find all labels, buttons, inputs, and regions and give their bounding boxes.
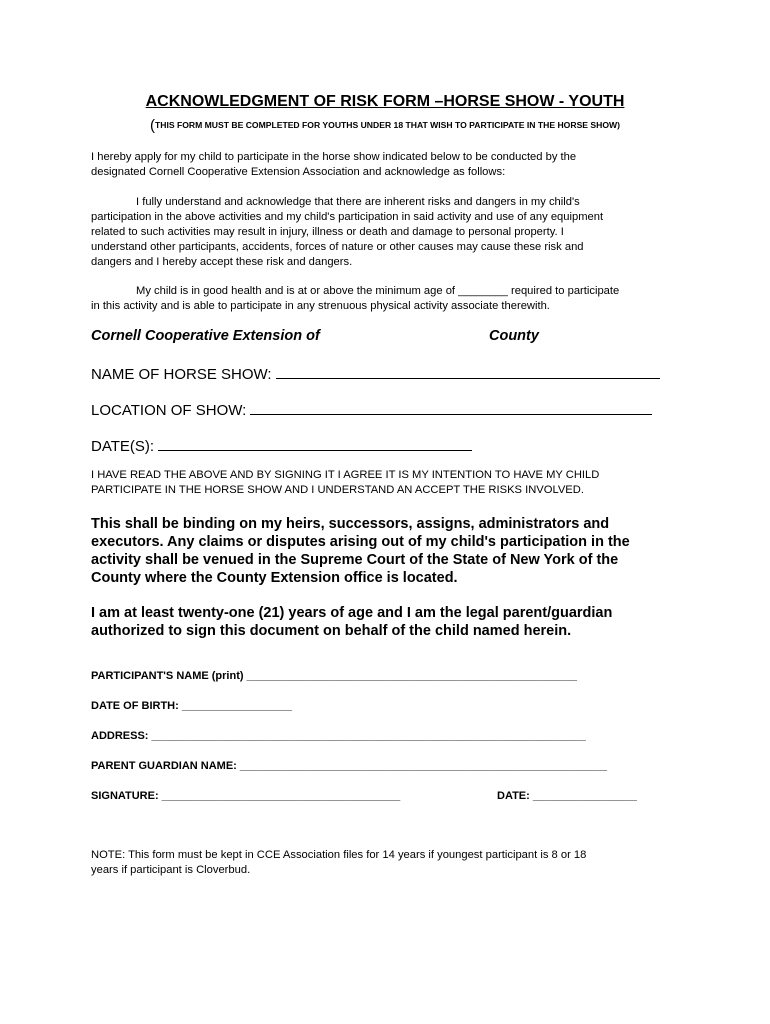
intro-line: designated Cornell Cooperative Extension Association and acknowledge as follows: [91, 166, 506, 178]
risk-line: dangers and I hereby accept these risk and dangers. [91, 256, 353, 268]
health-line: My child is in good health and is at or above the minimum age of ________ required to participate [136, 285, 620, 297]
age-line: authorized to sign this document on behalf of the child named herein. [91, 623, 572, 639]
dates-label: DATE(S): [91, 438, 155, 455]
horse-show-label: NAME OF HORSE SHOW: [91, 366, 272, 383]
agreement-line: PARTICIPATE IN THE HORSE SHOW AND I UNDERSTAND AN ACCEPT THE RISKS INVOLVED. [91, 484, 584, 496]
risk-line: participation in the above activities and my child's participation in said activity and use of any equipment [91, 211, 604, 223]
dates-line[interactable] [158, 436, 472, 451]
location-field[interactable] [91, 400, 652, 420]
binding-line: This shall be binding on my heirs, successors, assigns, administrators and [91, 516, 610, 532]
date-of-birth-field[interactable]: DATE OF BIRTH: __________________ [91, 700, 292, 712]
location-label: LOCATION OF SHOW: [91, 402, 247, 419]
participant-name-field[interactable]: PARTICIPANT'S NAME (print) ______________________________________________________ [91, 670, 577, 682]
dates-field[interactable] [91, 436, 472, 456]
intro-line: I hereby apply for my child to participate in the horse show indicated below to be conducted by the [91, 151, 577, 163]
subtitle-text: THIS FORM MUST BE COMPLETED FOR YOUTHS UNDER 18 THAT WISH TO PARTICIPATE IN THE HORSE SHOW) [154, 120, 621, 130]
date-field[interactable]: DATE: _________________ [497, 790, 637, 802]
age-statement [91, 604, 612, 640]
binding-line: County where the County Extension office is located. [91, 570, 458, 586]
agreement-line: I HAVE READ THE ABOVE AND BY SIGNING IT I AGREE IT IS MY INTENTION TO HAVE MY CHILD [91, 469, 600, 481]
health-line: in this activity and is able to participate in any strenuous physical activity associate therewith. [91, 300, 550, 312]
form-subtitle [0, 117, 770, 134]
county-label: County [489, 328, 539, 344]
note-line: NOTE: This form must be kept in CCE Association files for 14 years if youngest participant is 8 or 18 [91, 849, 587, 861]
horse-show-field[interactable] [91, 364, 660, 384]
note-line: years if participant is Cloverbud. [91, 864, 251, 876]
risk-paragraph [91, 195, 691, 270]
parent-guardian-field[interactable]: PARENT GUARDIAN NAME: ____________________________________________________________ [91, 760, 607, 772]
signature-field[interactable]: SIGNATURE: _______________________________________ [91, 790, 401, 802]
address-field[interactable]: ADDRESS: _______________________________________________________________________ [91, 730, 586, 742]
location-line[interactable] [250, 400, 652, 415]
subtitle-paren: ( [149, 117, 155, 134]
health-paragraph [91, 284, 691, 314]
retention-note [91, 848, 586, 878]
binding-line: activity shall be venued in the Supreme Court of the State of New York of the [91, 552, 619, 568]
risk-line: related to such activities may result in injury, illness or death and damage to personal property. I [91, 226, 564, 238]
agreement-paragraph [91, 468, 599, 498]
binding-paragraph [91, 515, 630, 587]
form-title: ACKNOWLEDGMENT OF RISK FORM –HORSE SHOW - YOUTH [145, 93, 625, 110]
intro-paragraph [91, 150, 691, 180]
risk-line: I fully understand and acknowledge that there are inherent risks and dangers in my child's [136, 196, 580, 208]
horse-show-line[interactable] [276, 364, 660, 379]
binding-line: executors. Any claims or disputes arising out of my child's participation in the [91, 534, 630, 550]
age-line: I am at least twenty-one (21) years of age and I am the legal parent/guardian [91, 605, 613, 621]
risk-line: understand other participants, accidents, forces of nature or other causes may cause these risk and [91, 241, 584, 253]
cce-label: Cornell Cooperative Extension of [91, 328, 320, 344]
